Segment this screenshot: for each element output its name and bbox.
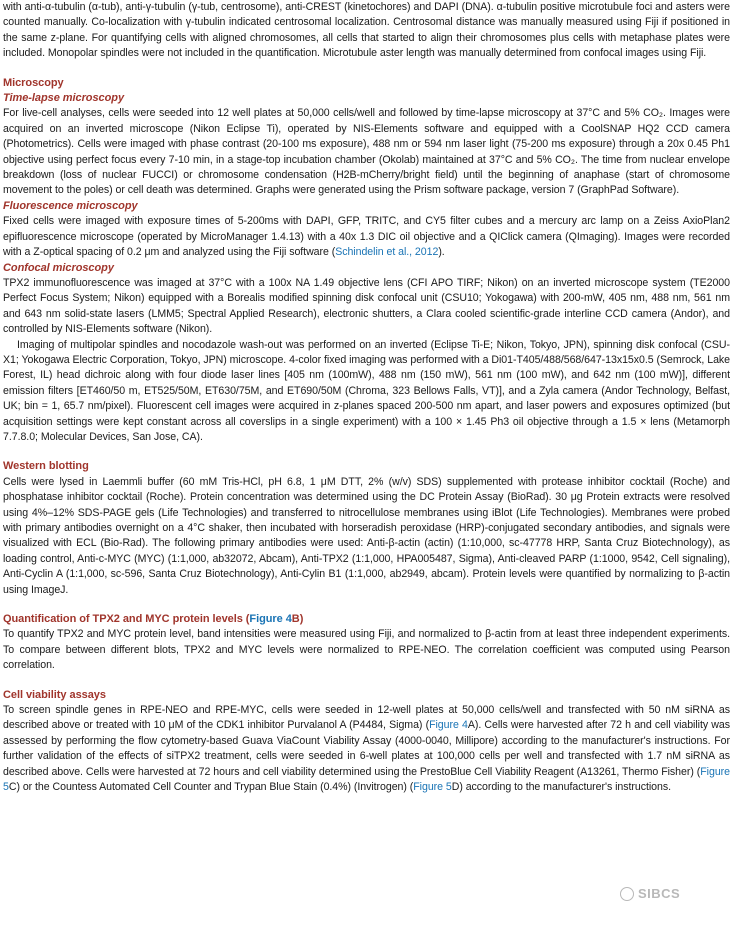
intro-paragraph: with anti-α-tubulin (α-tub), anti-γ-tubulin (γ-tub, centrosome), anti-CREST (kinetochores) and DAPI (DNA). α-tubulin positive microtubule foci and asters were counted manually. Co-localization with γ-tubulin indicated centrosomal localization. Centrosomal distance was manually measured using Fiji if positioned in the same z-plane. For quantifying cells with aligned chromosomes, all cells that started to align their chromosomes plus cells with metaphase plates were included. Monopolar spindles were not included in the quantification. Microtubule aster length was manually determined from confocal images using Fiji. [3, 1, 730, 60]
timelapse-paragraph: For live-cell analyses, cells were seeded into 12 well plates at 50,000 cells/well and followed by time-lapse microscopy at 37°C and 5% CO₂. Images were acquired on an inverted microscope (Nikon Eclipse Ti), operated by NIS-Elements software and equipped with a CoolSNAP HQ2 CCD camera (Photometrics). Cells were imaged with phase contrast (20-100 ms exposure), 488 nm or 594 nm laser light (75-200 ms exposure) through a 20x 0.45 Ph1 objective using perfect focus every 7-10 min, in a stage-top incubation chamber (Okolab) maintained at 37°C and 5% CO₂. The time from nuclear envelope breakdown (loss of nuclear FUCCI) or chromosome condensation (H2B-mCherry/bright field) until the beginning of anaphase (start of chromosome movement to the poles) or cell death was determined. Graphs were generated using the Prism software package, version 7 (GraphPad Software). [3, 107, 730, 197]
citation-link[interactable]: Schindelin et al., 2012 [335, 246, 439, 259]
figure-link[interactable]: Figure 5 [413, 781, 452, 794]
figure-link[interactable]: Figure 4 [429, 719, 468, 732]
subheading-timelapse: Time-lapse microscopy [3, 92, 125, 105]
fluorescence-text: Fixed cells were imaged with exposure times of 5-200ms with DAPI, GFP, TRITC, and CY5 filter cubes and a mercury arc lamp on a Zeiss AxioPlan2 epifluorescence microscope (operated by MicroManager 1.4.13) with a 40x 1.3 DIC oil objective and a QIClick camera (QImaging). Images were recorded with a Z-optical spacing of 0.2 μm and analyzed using the Fiji software ( [3, 215, 730, 259]
watermark-text: SIBCS [638, 886, 681, 901]
quantification-heading-text: Quantification of TPX2 and MYC protein levels ( [3, 613, 250, 626]
figure-link[interactable]: Figure 4 [249, 613, 292, 626]
subheading-confocal: Confocal microscopy [3, 261, 114, 274]
viability-text-1: To screen spindle genes in RPE-NEO and RPE-MYC, cells were seeded in 12-well plates at 50,000 cells/well and transfected with 50 nM siRNA as described above or treated with 10 μM of the CDK1 inhibitor Purvalanol A (P4484, Sigma) ( [3, 704, 730, 732]
figure-link[interactable]: Figure 5 [3, 765, 730, 794]
viability-text-2: A). Cells were harvested after 72 h and cell viability was assessed by performing the flow cytometry-based Guava ViaCount Viability Assay (4000-0040, Millipore) according to the manufacturer's instructions. For further validation of the effects of siTPX2 treatment, cells were seeded in 6-well plates at 100,000 cells per well and transfected with 1.7 nM siRNA as described above. Cells were harvested at 72 hours and cell viability determined using the PrestoBlue Cell Viability Reagent (A13261, Thermo Fisher) ( [3, 719, 730, 778]
viability-text-3: C) or the Countess Automated Cell Counter and Trypan Blue Stain (0.4%) (Invitrogen) ( [8, 781, 414, 794]
section-heading-viability: Cell viability assays [3, 688, 106, 701]
paper-page [3, 0, 730, 796]
western-paragraph: Cells were lysed in Laemmli buffer (60 mM Tris-HCl, pH 6.8, 1 μM DTT, 2% (w/v) SDS) supplemented with protease inhibitor cocktail (Roche) and phosphatase inhibitor cocktail (Roche). Protein concentration was determined using the DC Protein Assay (BioRad). 30 μg Protein extracts were resolved using 4%–12% SDS-PAGE gels (Life Technologies) and transferred to nitrocellulose membranes using iBlot (Life Technologies). Membranes were probed with primary antibodies overnight on a 4°C shaker, then incubated with horseradish peroxidase (HRP)-conjugated secondary antibodies, and signals were visualized with ECL (Bio-Rad). The following primary antibodies were used: Anti-β-actin (actin) (1:10,000, sc-47778 HRP, Santa Cruz Biotechnology), as loading control, Anti-c-MYC (MYC) (1:1,000, ab32072, Abcam), Anti-TPX2 (1:1,000, HPA005487, Sigma), Anti-cleaved PARP (1:1000, 9542, Cell signaling), Anti-Cyclin A (1:1,000, sc-596, Santa Cruz Biotechnology), Anti-Cylin B1 (1:1,000, ab2949, abcam). Protein levels were quantified by normalizing to β-actin using ImageJ. [3, 475, 730, 596]
fluorescence-text-end: ). [438, 246, 445, 259]
quantification-paragraph: To quantify TPX2 and MYC protein level, band intensities were measured using Fiji, and normalized to β-actin from at least three independent experiments. To compare between different blots, TPX2 and MYC levels were normalized to RPE-NEO. The correlation coefficient was computed using Pearson correlation. [3, 628, 730, 672]
viability-text-4: D) according to the manufacturer's instructions. [451, 781, 671, 794]
watermark [620, 886, 680, 901]
quantification-heading-end: B) [291, 613, 304, 626]
viability-paragraph [3, 703, 730, 795]
subheading-fluorescence: Fluorescence microscopy [3, 199, 138, 212]
section-heading-quantification [3, 612, 730, 627]
confocal-paragraph-1: TPX2 immunofluorescence was imaged at 37°C with a 100x NA 1.49 objective lens (CFI APO TIRF; Nikon) on an inverted microscope system (TE2000 Perfect Focus System; Nikon) equipped with a Borealis modified spinning disk confocal unit (CSU10; Yokogawa) with 200-mW, 405 nm, 488 nm, 561 nm and 643 nm solid-state lasers (LMM5; Spectral Applied Research), electronic shutters, a Clara cooled scientific-grade interline CCD camera (Andor), and controlled by NIS-Elements software (Nikon). [3, 276, 730, 336]
confocal-paragraph-2: Imaging of multipolar spindles and nocodazole wash-out was performed on an inverted (Eclipse Ti-E; Nikon, Tokyo, JPN), spinning disk confocal (CSU- X1; Yokogawa Electric Corporation, Tokyo, JPN) microscope. 4-color fixed imaging was performed with a Di01-T405/488/568/647-13x15x0.5 (Semrock, Lake Forest, IL) head dichroic along with four diode laser lines [405 nm (100mW), 488 nm (150 mW), 561 nm (100 mW), and 642 nm (100 mW)], different emission filters [ET460/50 m, ET525/50M, ET630/75M, and ET690/50M (Chroma, 323 Bellows Falls, VT)], and a Zyla camera (Andor Technology, Belfast, UK; bin = 1, 65.7 nm/pixel). Fluorescent cell images were acquired in z-planes spaced 200-500 nm apart, and laser powers and exposures optimized (but acquisition settings were kept constant across all coverslips in a single experiment) with a 100 × 1.45 Ph3 oil objective through a 1.5 × lens (Metamorph 7.7.8.0; Molecular Devices, San Jose, CA). [3, 338, 730, 443]
watermark-icon [620, 887, 634, 901]
section-heading-western: Western blotting [3, 460, 89, 473]
section-heading-microscopy: Microscopy [3, 76, 64, 89]
fluorescence-paragraph [3, 214, 730, 260]
